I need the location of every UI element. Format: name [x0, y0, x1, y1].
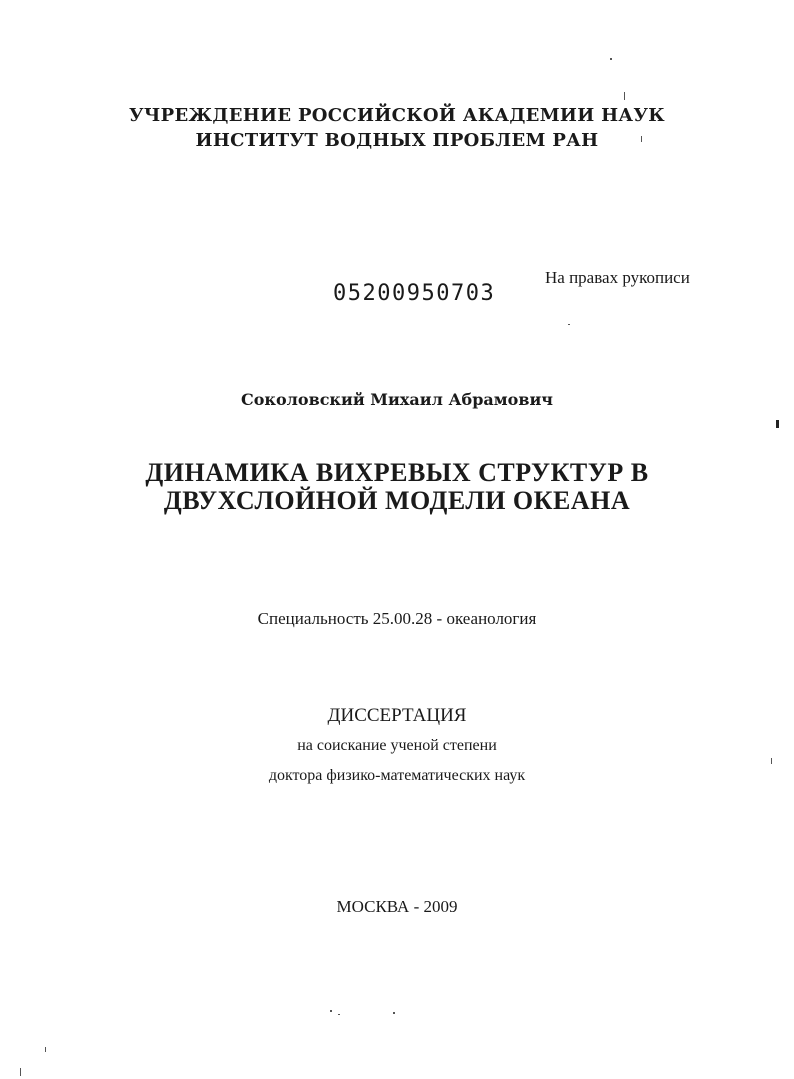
- manuscript-notice: На правах рукописи: [545, 268, 690, 287]
- degree-line-1: на соискание ученой степени: [297, 737, 497, 754]
- dissertation-heading: ДИССЕРТАЦИЯ: [327, 705, 467, 726]
- institution-name-line-2: ИНСТИТУТ ВОДНЫХ ПРОБЛЕМ РАН: [195, 130, 599, 151]
- scan-speck: [393, 1012, 395, 1014]
- institution-name-line-1: УЧРЕЖДЕНИЕ РОССИЙСКОЙ АКАДЕМИИ НАУК: [129, 105, 665, 126]
- scan-speck: [20, 1068, 21, 1076]
- degree-line-2: доктора физико-математических наук: [268, 767, 526, 784]
- registration-code: 05200950703: [333, 281, 496, 306]
- scan-speck: [568, 324, 570, 325]
- dissertation-title-line-2: ДВУХСЛОЙНОЙ МОДЕЛИ ОКЕАНА: [163, 486, 631, 515]
- specialty-line: Специальность 25.00.28 - океанология: [257, 609, 537, 628]
- scan-speck: [45, 1047, 46, 1052]
- scan-speck: [330, 1010, 332, 1012]
- scan-speck: [771, 758, 772, 764]
- dissertation-title-line-1: ДИНАМИКА ВИХРЕВЫХ СТРУКТУР В: [145, 458, 649, 487]
- city-year: МОСКВА - 2009: [336, 897, 458, 916]
- scan-speck: [338, 1014, 340, 1015]
- scan-speck: [624, 92, 625, 100]
- scan-speck: [776, 420, 779, 428]
- author-name: Соколовский Михаил Абрамович: [240, 390, 554, 409]
- scan-speck: [610, 58, 612, 60]
- scan-speck: [641, 136, 642, 142]
